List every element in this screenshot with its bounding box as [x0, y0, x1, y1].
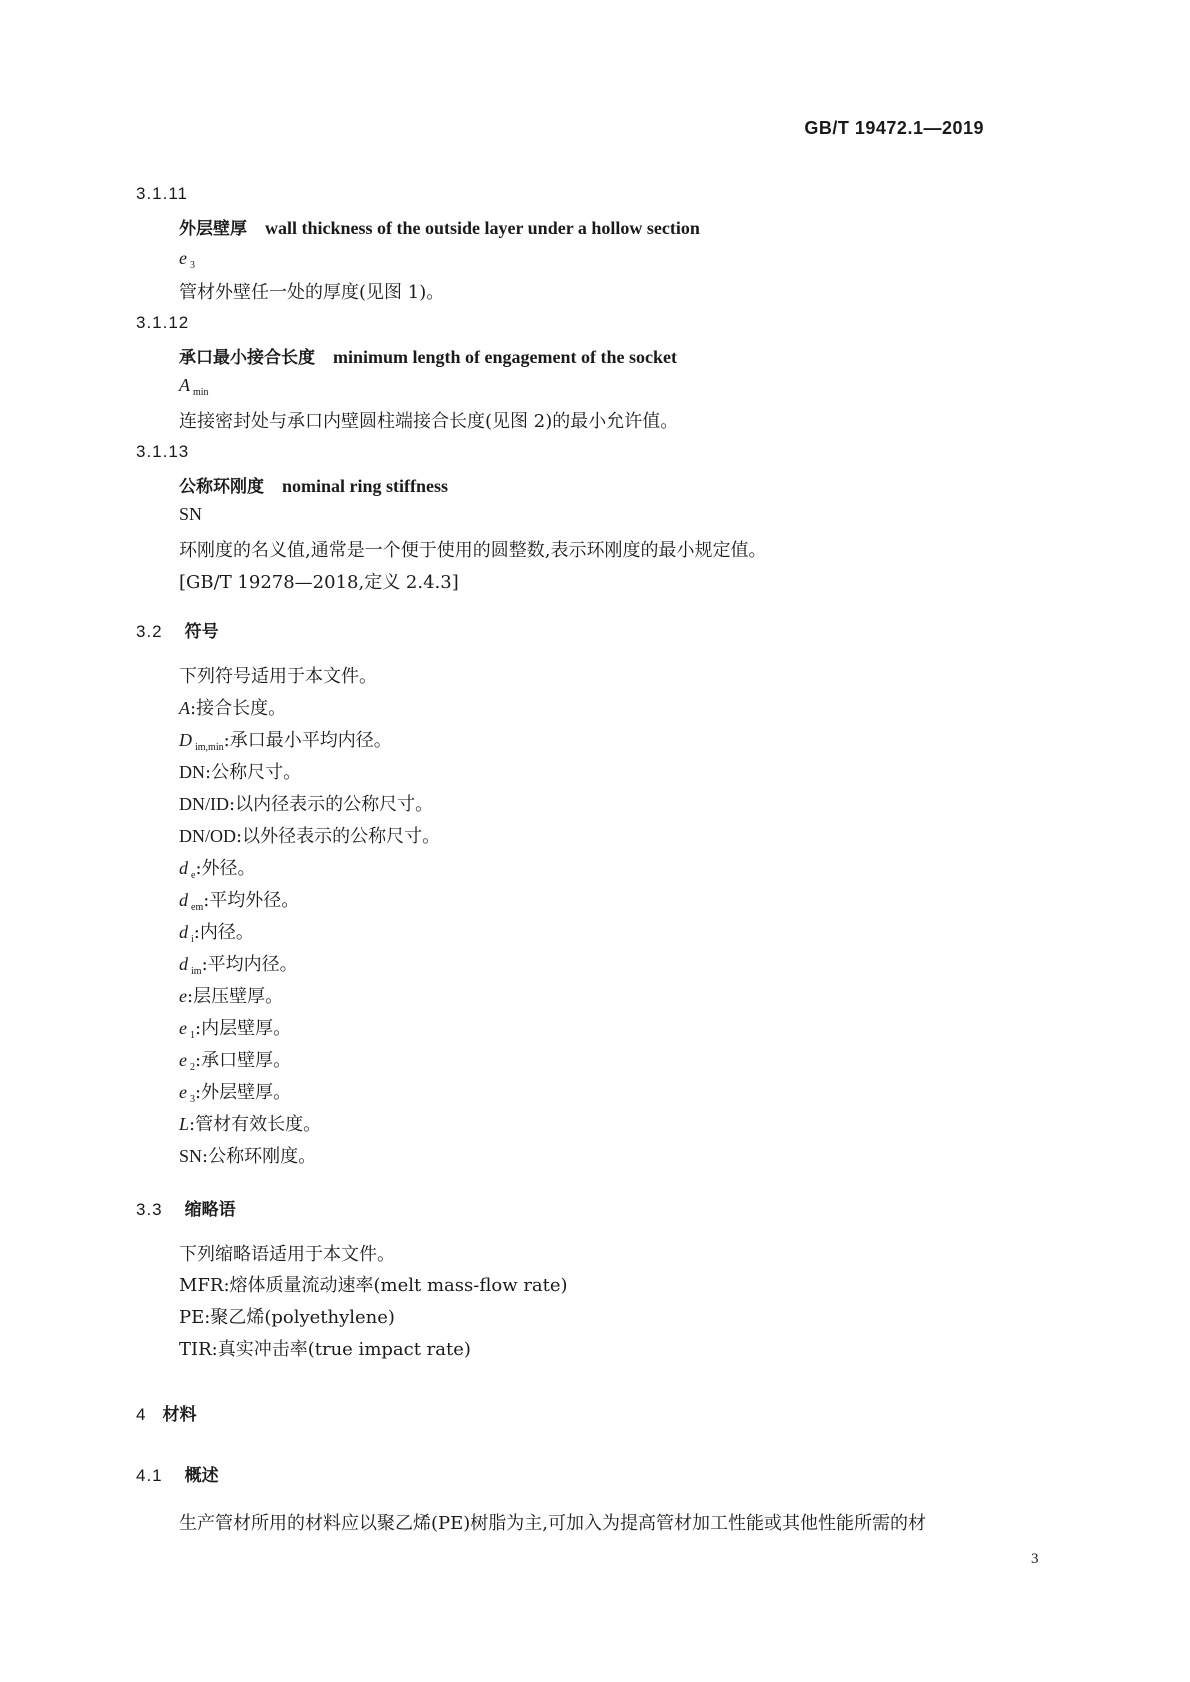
symbol: SN	[179, 1146, 203, 1166]
symbol-item	[179, 692, 440, 724]
page-number: 3	[1031, 1551, 1039, 1567]
term-symbol: e $_3$	[179, 248, 195, 271]
body-paragraph: 生产管材所用的材料应以聚乙烯(PE)树脂为主,可加入为提高管材加工性能或其他性能所需的材	[179, 1513, 927, 1534]
term-en: minimum length of engagement of the socket	[333, 347, 677, 367]
section-heading: 3.3 缩略语	[136, 1200, 236, 1220]
clause-number: 3.1.12	[136, 313, 190, 332]
symbol: L	[179, 1114, 190, 1134]
symbol-item	[179, 1108, 440, 1140]
symbol-item	[179, 1140, 440, 1172]
symbol-item	[179, 788, 440, 820]
symbol-description: :外层壁厚。	[195, 1082, 292, 1103]
section-heading: 4 材料	[136, 1405, 197, 1425]
symbol-item	[179, 852, 440, 884]
symbol-description: :平均外径。	[203, 890, 300, 911]
standard-number: GB/T 19472.1—2019	[804, 118, 984, 138]
symbol: D	[179, 730, 192, 750]
symbol: d	[179, 858, 188, 878]
symbol-list	[179, 692, 440, 1172]
abbreviation-item: TIR:真实冲击率(true impact rate)	[179, 1339, 471, 1360]
symbol-item	[179, 948, 440, 980]
term-3-1-11	[179, 214, 700, 239]
abbreviation-item: PE:聚乙烯(polyethylene)	[179, 1307, 395, 1328]
symbol-description: :承口最小平均内径。	[223, 730, 392, 751]
term-definition: 管材外壁任一处的厚度(见图 1)。	[179, 282, 445, 303]
symbol-description: :以内径表示的公称尺寸。	[229, 794, 434, 815]
symbol-description: :以外径表示的公称尺寸。	[236, 826, 441, 847]
abbreviation-list	[179, 1270, 568, 1366]
symbol: e	[179, 1018, 187, 1038]
symbol-item	[179, 724, 440, 756]
term-3-1-13	[179, 472, 448, 497]
symbol: e	[179, 1082, 187, 1102]
symbol: DN/OD	[179, 826, 236, 846]
term-cn: 承口最小接合长度	[179, 348, 315, 368]
symbol-item	[179, 884, 440, 916]
symbol-subscript: em	[191, 902, 204, 913]
symbol-item	[179, 820, 440, 852]
symbol-subscript: i	[191, 934, 194, 945]
clause-number: 3.1.11	[136, 184, 189, 203]
abbreviation-item: MFR:熔体质量流动速率(melt mass-flow rate)	[179, 1275, 568, 1296]
symbol-description: :内径。	[193, 922, 254, 943]
symbol-subscript: im,min	[195, 742, 224, 753]
symbol-description: :承口壁厚。	[195, 1050, 292, 1071]
symbol: d	[179, 890, 188, 910]
term-symbol: SN	[179, 504, 203, 524]
section-heading: 3.2 符号	[136, 622, 219, 642]
term-symbol: A $_{min}$	[179, 375, 209, 398]
section-heading: 4.1 概述	[136, 1466, 219, 1486]
symbol: A	[179, 698, 190, 718]
symbol-description: :接合长度。	[190, 698, 287, 719]
symbol-subscript: e	[191, 870, 196, 881]
symbol-subscript: 3	[190, 1094, 195, 1105]
term-cn: 外层壁厚	[179, 219, 247, 239]
term-en: nominal ring stiffness	[282, 476, 449, 496]
symbol: e	[179, 986, 187, 1006]
term-definition: 连接密封处与承口内壁圆柱端接合长度(见图 2)的最小允许值。	[179, 411, 679, 432]
symbol-item	[179, 1012, 440, 1044]
symbol: d	[179, 922, 188, 942]
term-source: [GB/T 19278—2018,定义 2.4.3]	[179, 572, 459, 593]
symbol-description: :平均内径。	[201, 954, 298, 975]
section-intro: 下列符号适用于本文件。	[179, 666, 377, 687]
section-intro: 下列缩略语适用于本文件。	[179, 1244, 395, 1265]
symbol-description: :内层壁厚。	[195, 1018, 292, 1039]
symbol-subscript: im	[191, 966, 202, 977]
symbol: DN	[179, 762, 205, 782]
term-definition: 环刚度的名义值,通常是一个便于使用的圆整数,表示环刚度的最小规定值。	[179, 540, 767, 561]
symbol: d	[179, 954, 188, 974]
symbol-item	[179, 916, 440, 948]
clause-number: 3.1.13	[136, 442, 190, 461]
symbol: e	[179, 1050, 187, 1070]
symbol-description: :公称尺寸。	[205, 762, 302, 783]
symbol-subscript: 2	[190, 1062, 195, 1073]
symbol-item	[179, 1076, 440, 1108]
term-en: wall thickness of the outside layer under a hollow section	[265, 218, 700, 238]
term-3-1-12	[179, 343, 677, 368]
term-cn: 公称环刚度	[179, 477, 264, 497]
symbol-description: :外径。	[195, 858, 256, 879]
symbol-item	[179, 756, 440, 788]
symbol-subscript: 1	[190, 1030, 195, 1041]
symbol-description: :管材有效长度。	[189, 1114, 322, 1135]
symbol: DN/ID	[179, 794, 229, 814]
symbol-description: :层压壁厚。	[187, 986, 284, 1007]
symbol-item	[179, 1044, 440, 1076]
symbol-description: :公称环刚度。	[202, 1146, 317, 1167]
symbol-item	[179, 980, 440, 1012]
